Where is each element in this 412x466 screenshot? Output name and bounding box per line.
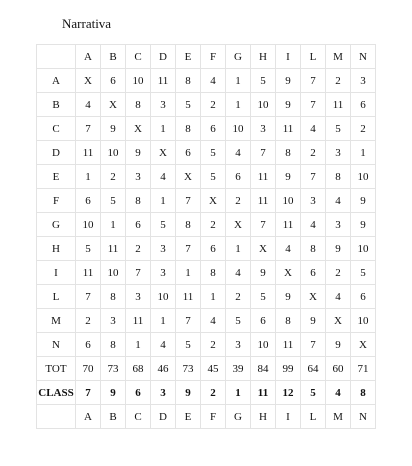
table-cell: X xyxy=(301,285,326,309)
table-cell: 5 xyxy=(201,165,226,189)
table-cell: 1 xyxy=(226,93,251,117)
row-label: C xyxy=(37,117,76,141)
corner-cell xyxy=(37,405,76,429)
table-cell: 10 xyxy=(351,165,376,189)
table-cell: 6 xyxy=(351,93,376,117)
column-footer: M xyxy=(326,405,351,429)
ranking-matrix xyxy=(36,44,376,429)
table-cell: 2 xyxy=(201,93,226,117)
table-cell: 9 xyxy=(326,333,351,357)
table-cell: 10 xyxy=(251,333,276,357)
table-cell: 6 xyxy=(226,165,251,189)
row-label: I xyxy=(37,261,76,285)
class-cell: 11 xyxy=(251,381,276,405)
table-cell: 5 xyxy=(176,333,201,357)
table-cell: 2 xyxy=(226,285,251,309)
table-cell: 11 xyxy=(276,213,301,237)
total-cell: 64 xyxy=(301,357,326,381)
table-cell: 10 xyxy=(76,213,101,237)
table-row xyxy=(37,93,376,117)
table-cell: 1 xyxy=(76,165,101,189)
table-cell: 9 xyxy=(251,261,276,285)
table-cell: 11 xyxy=(276,117,301,141)
table-row xyxy=(37,117,376,141)
table-cell: 8 xyxy=(276,141,301,165)
table-cell: 9 xyxy=(126,141,151,165)
total-cell: 84 xyxy=(251,357,276,381)
table-cell: 11 xyxy=(251,165,276,189)
class-cell: 3 xyxy=(151,381,176,405)
column-footer: L xyxy=(301,405,326,429)
table-cell: 5 xyxy=(226,309,251,333)
class-cell: 12 xyxy=(276,381,301,405)
table-cell: 2 xyxy=(201,333,226,357)
table-cell: 10 xyxy=(101,261,126,285)
table-row xyxy=(37,309,376,333)
table-row xyxy=(37,237,376,261)
class-cell: 1 xyxy=(226,381,251,405)
table-cell: X xyxy=(201,189,226,213)
table-cell: 2 xyxy=(201,213,226,237)
table-cell: 1 xyxy=(151,309,176,333)
table-cell: 7 xyxy=(176,189,201,213)
total-cell: 70 xyxy=(76,357,101,381)
table-cell: 3 xyxy=(101,309,126,333)
table-cell: 7 xyxy=(176,309,201,333)
table-cell: 1 xyxy=(176,261,201,285)
table-cell: 10 xyxy=(101,141,126,165)
class-label: CLASS xyxy=(37,381,76,405)
table-cell: 3 xyxy=(226,333,251,357)
table-cell: 11 xyxy=(76,261,101,285)
column-header: M xyxy=(326,45,351,69)
column-header: L xyxy=(301,45,326,69)
table-cell: 7 xyxy=(251,213,276,237)
table-cell: 10 xyxy=(151,285,176,309)
table-cell: 11 xyxy=(126,309,151,333)
table-cell: 7 xyxy=(76,285,101,309)
total-cell: 45 xyxy=(201,357,226,381)
class-cell: 9 xyxy=(176,381,201,405)
column-footer-row xyxy=(37,405,376,429)
table-cell: 2 xyxy=(126,237,151,261)
table-cell: 8 xyxy=(126,189,151,213)
table-cell: 8 xyxy=(201,261,226,285)
column-footer: A xyxy=(76,405,101,429)
table-cell: 5 xyxy=(251,69,276,93)
table-cell: X xyxy=(76,69,101,93)
class-cell: 2 xyxy=(201,381,226,405)
table-cell: 6 xyxy=(76,189,101,213)
total-cell: 73 xyxy=(101,357,126,381)
table-cell: 11 xyxy=(176,285,201,309)
table-row xyxy=(37,261,376,285)
table-cell: X xyxy=(101,93,126,117)
table-cell: 6 xyxy=(251,309,276,333)
table-cell: 10 xyxy=(251,93,276,117)
table-cell: 9 xyxy=(276,93,301,117)
table-cell: 11 xyxy=(101,237,126,261)
table-cell: 9 xyxy=(351,189,376,213)
table-cell: 2 xyxy=(326,69,351,93)
table-cell: 3 xyxy=(351,69,376,93)
table-cell: 6 xyxy=(126,213,151,237)
table-cell: 7 xyxy=(301,69,326,93)
table-cell: 2 xyxy=(226,189,251,213)
total-cell: 68 xyxy=(126,357,151,381)
column-header: E xyxy=(176,45,201,69)
table-row xyxy=(37,69,376,93)
class-row xyxy=(37,381,376,405)
table-cell: 10 xyxy=(126,69,151,93)
column-footer: B xyxy=(101,405,126,429)
class-cell: 5 xyxy=(301,381,326,405)
table-cell: X xyxy=(351,333,376,357)
table-row xyxy=(37,141,376,165)
total-cell: 73 xyxy=(176,357,201,381)
table-cell: 5 xyxy=(101,189,126,213)
table-cell: 7 xyxy=(176,237,201,261)
table-cell: 2 xyxy=(76,309,101,333)
table-cell: 1 xyxy=(226,69,251,93)
corner-cell xyxy=(37,45,76,69)
column-footer: G xyxy=(226,405,251,429)
table-cell: X xyxy=(176,165,201,189)
table-cell: 1 xyxy=(151,117,176,141)
table-cell: 8 xyxy=(126,93,151,117)
table-cell: 3 xyxy=(126,165,151,189)
column-header: N xyxy=(351,45,376,69)
table-row xyxy=(37,213,376,237)
table-cell: 3 xyxy=(151,237,176,261)
class-cell: 8 xyxy=(351,381,376,405)
table-cell: 2 xyxy=(351,117,376,141)
table-cell: 5 xyxy=(76,237,101,261)
table-cell: 2 xyxy=(301,141,326,165)
table-cell: 7 xyxy=(126,261,151,285)
total-row xyxy=(37,357,376,381)
table-cell: 9 xyxy=(301,309,326,333)
table-cell: 2 xyxy=(101,165,126,189)
table-cell: 3 xyxy=(126,285,151,309)
column-footer: F xyxy=(201,405,226,429)
column-header: D xyxy=(151,45,176,69)
column-header: G xyxy=(226,45,251,69)
table-cell: 5 xyxy=(176,93,201,117)
table-cell: 11 xyxy=(276,333,301,357)
table-cell: X xyxy=(151,141,176,165)
table-cell: 7 xyxy=(251,141,276,165)
table-cell: 4 xyxy=(151,165,176,189)
table-cell: 9 xyxy=(276,69,301,93)
table-cell: 8 xyxy=(176,213,201,237)
total-cell: 99 xyxy=(276,357,301,381)
table-cell: 3 xyxy=(326,213,351,237)
column-footer: I xyxy=(276,405,301,429)
table-cell: 4 xyxy=(76,93,101,117)
table-cell: 10 xyxy=(351,309,376,333)
table-cell: 6 xyxy=(76,333,101,357)
total-cell: 71 xyxy=(351,357,376,381)
column-header: F xyxy=(201,45,226,69)
table-cell: 4 xyxy=(201,69,226,93)
table-cell: 8 xyxy=(101,333,126,357)
table-cell: 3 xyxy=(326,141,351,165)
table-cell: 6 xyxy=(176,141,201,165)
table-cell: 3 xyxy=(151,261,176,285)
table-cell: 9 xyxy=(101,117,126,141)
table-cell: 2 xyxy=(326,261,351,285)
table-cell: 8 xyxy=(326,165,351,189)
table-cell: 7 xyxy=(76,117,101,141)
table-cell: 1 xyxy=(101,213,126,237)
table-cell: 4 xyxy=(301,117,326,141)
table-cell: 8 xyxy=(176,117,201,141)
table-cell: 3 xyxy=(151,93,176,117)
table-cell: 4 xyxy=(151,333,176,357)
column-header-row xyxy=(37,45,376,69)
table-cell: 11 xyxy=(251,189,276,213)
table-cell: 4 xyxy=(326,285,351,309)
table-cell: 9 xyxy=(276,285,301,309)
table-cell: 8 xyxy=(276,309,301,333)
table-cell: 5 xyxy=(351,261,376,285)
table-cell: 8 xyxy=(301,237,326,261)
table-row xyxy=(37,333,376,357)
row-label: G xyxy=(37,213,76,237)
table-row xyxy=(37,165,376,189)
table-cell: 8 xyxy=(101,285,126,309)
column-header: H xyxy=(251,45,276,69)
table-cell: 1 xyxy=(126,333,151,357)
table-cell: 1 xyxy=(351,141,376,165)
row-label: D xyxy=(37,141,76,165)
table-cell: 1 xyxy=(151,189,176,213)
table-cell: 8 xyxy=(176,69,201,93)
table-cell: 5 xyxy=(326,117,351,141)
table-cell: 6 xyxy=(301,261,326,285)
table-cell: 4 xyxy=(201,309,226,333)
row-label: F xyxy=(37,189,76,213)
column-footer: H xyxy=(251,405,276,429)
class-cell: 4 xyxy=(326,381,351,405)
table-cell: 5 xyxy=(201,141,226,165)
table-cell: 4 xyxy=(276,237,301,261)
row-label: B xyxy=(37,93,76,117)
column-header: B xyxy=(101,45,126,69)
table-cell: 11 xyxy=(326,93,351,117)
table-cell: 9 xyxy=(276,165,301,189)
row-label: N xyxy=(37,333,76,357)
table-cell: 4 xyxy=(326,189,351,213)
table-cell: 3 xyxy=(301,189,326,213)
table-cell: 10 xyxy=(276,189,301,213)
table-cell: X xyxy=(226,213,251,237)
row-label: A xyxy=(37,69,76,93)
row-label: E xyxy=(37,165,76,189)
total-cell: 39 xyxy=(226,357,251,381)
column-header: A xyxy=(76,45,101,69)
table-cell: 4 xyxy=(301,213,326,237)
table-cell: 7 xyxy=(301,333,326,357)
column-footer: C xyxy=(126,405,151,429)
table-cell: 10 xyxy=(351,237,376,261)
class-cell: 6 xyxy=(126,381,151,405)
table-cell: 5 xyxy=(151,213,176,237)
table-cell: 5 xyxy=(251,285,276,309)
table-cell: 3 xyxy=(251,117,276,141)
column-footer: E xyxy=(176,405,201,429)
class-cell: 7 xyxy=(76,381,101,405)
table-cell: X xyxy=(251,237,276,261)
table-cell: 10 xyxy=(226,117,251,141)
column-footer: D xyxy=(151,405,176,429)
table-cell: 11 xyxy=(151,69,176,93)
table-cell: 6 xyxy=(351,285,376,309)
class-cell: 9 xyxy=(101,381,126,405)
table-cell: 6 xyxy=(201,117,226,141)
row-label: M xyxy=(37,309,76,333)
table-cell: 9 xyxy=(351,213,376,237)
table-cell: 11 xyxy=(76,141,101,165)
table-row xyxy=(37,285,376,309)
page-title: Narrativa xyxy=(62,16,112,31)
table-cell: 7 xyxy=(301,93,326,117)
table-cell: 4 xyxy=(226,141,251,165)
total-cell: 60 xyxy=(326,357,351,381)
column-footer: N xyxy=(351,405,376,429)
table-cell: X xyxy=(276,261,301,285)
table-cell: 4 xyxy=(226,261,251,285)
table-cell: 1 xyxy=(201,285,226,309)
row-label: L xyxy=(37,285,76,309)
row-label: H xyxy=(37,237,76,261)
column-header: C xyxy=(126,45,151,69)
total-label: TOT xyxy=(37,357,76,381)
table-cell: 1 xyxy=(226,237,251,261)
column-header: I xyxy=(276,45,301,69)
table-cell: X xyxy=(326,309,351,333)
table-cell: 9 xyxy=(326,237,351,261)
table-cell: X xyxy=(126,117,151,141)
table-cell: 7 xyxy=(301,165,326,189)
total-cell: 46 xyxy=(151,357,176,381)
table-row xyxy=(37,189,376,213)
table-cell: 6 xyxy=(201,237,226,261)
table-cell: 6 xyxy=(101,69,126,93)
